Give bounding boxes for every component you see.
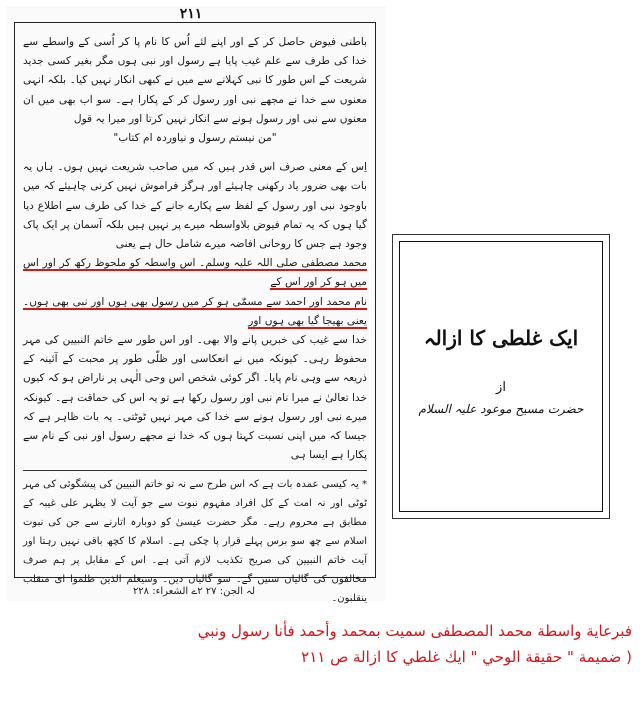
cover-border [399,241,603,512]
cover-author: حضرت مسیح موعود علیہ السلام [418,402,584,416]
scanned-book-page [6,6,386,604]
highlighted-line-2 [23,293,367,331]
paragraph-1: باطنی فیوض حاصل کر کے اور اپنے لئے اُس کا نام پا کر اُسی کے واسطے سے خدا کی طرف سے علم غیب پایا ہے رسول اور نبی ہوں مگر بغیر کسی جدید شریعت کے اس طور کا نبی کہلانے سے میں نے کبھی انکار نہیں کیا۔ بلکہ انہی معنوں سے خدا نے مجھے نبی اور رسول کر کے پکارا ہے۔ سو اب بھی میں ان معنوں سے نبی اور رسول ہونے سے انکار نہیں کرتا اور میرا یہ قول [23,36,367,125]
caption-line-2: ( ضميمة " حقيقة الوحي " ايك غلطي كا ازالة ص ٢١١ [301,648,632,666]
footnote-divider [23,470,367,471]
caption-line-1: فبرعاية واسطة محمد المصطفى سميت بمحمد وأحمد فأنا رسول ونبي [197,622,632,640]
cover-by: از [496,380,506,395]
main-text [23,33,367,465]
page-footer-reference: لہ الجن: ۲۷ ۲ے الشعراء: ۲۲۸ [132,586,256,597]
paragraph-3: خدا سے غیب کی خبریں پانے والا بھی۔ اور اس طور سے خاتم النبیین کی مہر محفوظ رہی۔ کیونکہ میں نے انعکاسی اور ظلّی طور پر محبت کے آئینہ کے ذریعہ سے وہی نام پایا۔ اگر کوئی شخص اس وحی الٰہی پر ناراض ہو کہ کیوں خدا تعالیٰ نے میرا نام نبی اور رسول رکھا ہے تو یہ اس کی حماقت ہے۔ کیونکہ میرے نبی اور رسول ہونے سے خدا کی مہر نہیں ٹوٹتی۔ یہ بات ظاہر ہے کہ جیسا کہ میں اپنی نسبت کہتا ہوں کہ خدا نے مجھے رسول اور نبی کے نام سے پکارا ہے ایسا ہی [23,334,367,462]
highlight-text-1: محمد مصطفی صلی اللہ علیہ وسلم۔ اس واسطہ کو ملحوظ رکھ کر اور اس میں ہو کر اور اس کے [23,257,367,289]
paragraph-2: اِس کے معنی صرف اس قدر ہیں کہ میں صاحب شریعت نہیں ہوں۔ ہاں یہ بات بھی ضرور یاد رکھنی چاہیئے اور ہرگز فراموش نہیں کرنی چاہیئے کہ میں باوجود نبی اور رسول کے لفظ سے پکارے جانے کے خدا کی طرف سے اطلاع دیا گیا ہوں کہ یہ تمام فیوض بلاواسطہ میرے پر نہیں ہیں بلکہ آسمان پر ایک پاک وجود ہے جس کا روحانی افاضہ میرے شامل حال ہے یعنی [23,161,367,251]
footnote: * یہ کیسی عمدہ بات ہے کہ اس طرح سے نہ تو خاتم النبیین کی پیشگوئی کی مہر ٹوٹی اور نہ امت کے کل افراد مفہوم نبوت سے جو آیت لا یظہر علی غیبہ کے مطابق ہے محروم رہے۔ مگر حضرت عیسیٰ کو دوبارہ اتارنے سے جن کی نبوت اسلام سے چھ سو برس پہلے قرار پا چکی ہے۔ اسلام کا کچھ باقی نہیں رہتا اور آیت خاتم النبیین کی صریح تکذیب لازم آتی ہے۔ اس کے مقابل پر ہم صرف مخالفوں کی گالیاں سنیں گے۔ سو گالیاں دیں۔ وسیعلم الذین ظلموا ای منقلب ینقلبون۔ [23,479,367,604]
quote-line: "من نیستم رسول و نیاوردہ ام کتاب" [113,132,277,145]
page-number: ۲۱۱ [179,6,203,22]
book-cover [392,234,610,519]
cover-title: ایک غلطی کا ازالہ [423,326,579,350]
highlight-text-2: نام محمد اور احمد سے مسمّٰی ہو کر میں رسول بھی ہوں اور نبی بھی ہوں۔ یعنی بھیجا گیا بھی ہوں اور [23,295,367,327]
highlighted-line-1 [23,254,367,292]
